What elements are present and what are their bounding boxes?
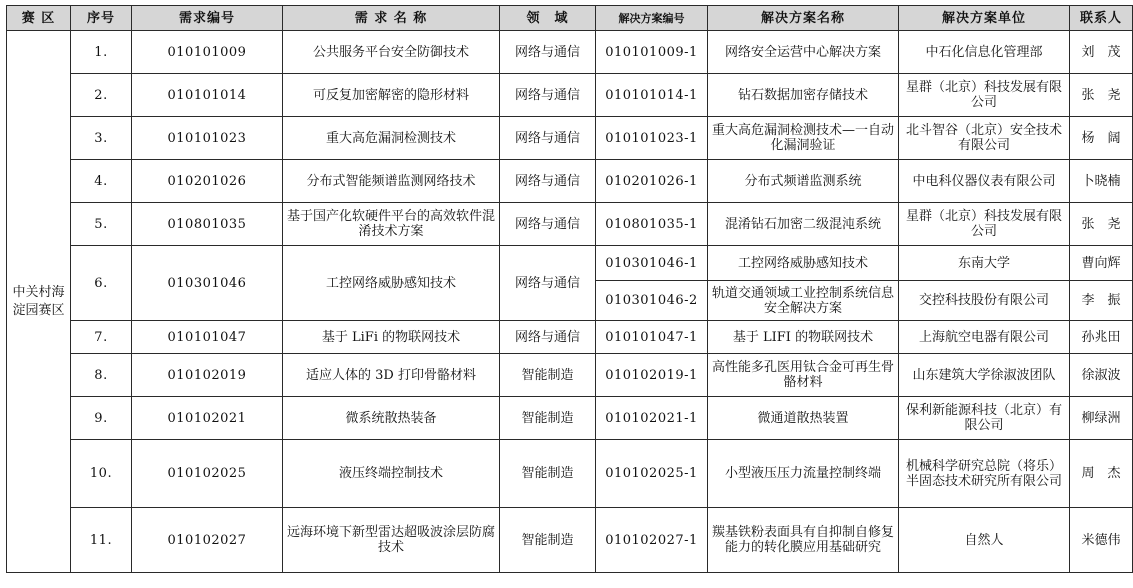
index-cell: 10. <box>71 440 132 508</box>
contact-cell: 张 尧 <box>1070 74 1133 117</box>
contact-cell: 米德伟 <box>1070 508 1133 573</box>
table-row <box>7 203 1133 246</box>
demand-code-cell: 010101047 <box>132 321 283 354</box>
demand-code-cell: 010101014 <box>132 74 283 117</box>
table-row <box>7 246 1133 281</box>
solution-code-cell: 010801035-1 <box>596 203 708 246</box>
demand-name-cell: 重大高危漏洞检测技术 <box>283 117 500 160</box>
demand-code-cell: 010102025 <box>132 440 283 508</box>
contact-cell: 杨 阔 <box>1070 117 1133 160</box>
solution-name-cell: 钻石数据加密存储技术 <box>708 74 899 117</box>
solution-code-cell: 010301046-1 <box>596 246 708 281</box>
field-cell: 智能制造 <box>500 440 596 508</box>
contact-cell: 柳绿洲 <box>1070 397 1133 440</box>
solution-name-cell: 混淆钻石加密二级混沌系统 <box>708 203 899 246</box>
field-cell: 网络与通信 <box>500 160 596 203</box>
demand-code-cell: 010101009 <box>132 31 283 74</box>
solution-name-cell: 分布式频谱监测系统 <box>708 160 899 203</box>
table-body <box>7 31 1133 573</box>
solution-code-cell: 010101009-1 <box>596 31 708 74</box>
solution-code-cell: 010102019-1 <box>596 354 708 397</box>
solution-org-cell: 保利新能源科技（北京）有限公司 <box>899 397 1070 440</box>
table-row <box>7 397 1133 440</box>
solution-org-cell: 星群（北京）科技发展有限公司 <box>899 203 1070 246</box>
demand-name-cell: 微系统散热装备 <box>283 397 500 440</box>
demand-code-cell: 010801035 <box>132 203 283 246</box>
index-cell: 3. <box>71 117 132 160</box>
solution-org-cell: 中电科仪器仪表有限公司 <box>899 160 1070 203</box>
header-field: 领 域 <box>500 6 596 31</box>
index-cell: 4. <box>71 160 132 203</box>
field-cell: 网络与通信 <box>500 321 596 354</box>
solution-name-cell: 重大高危漏洞检测技术—一自动化漏洞验证 <box>708 117 899 160</box>
table-row <box>7 508 1133 573</box>
solution-code-cell: 010102021-1 <box>596 397 708 440</box>
demand-code-cell: 010201026 <box>132 160 283 203</box>
solution-name-cell: 工控网络威胁感知技术 <box>708 246 899 281</box>
demand-name-cell: 分布式智能频谱监测网络技术 <box>283 160 500 203</box>
contact-cell: 曹向辉 <box>1070 246 1133 281</box>
field-cell: 网络与通信 <box>500 203 596 246</box>
demand-code-cell: 010102021 <box>132 397 283 440</box>
demand-name-cell: 液压终端控制技术 <box>283 440 500 508</box>
contact-cell: 张 尧 <box>1070 203 1133 246</box>
header-contact: 联系人 <box>1070 6 1133 31</box>
field-cell: 智能制造 <box>500 354 596 397</box>
solution-org-cell: 北斗智谷（北京）安全技术有限公司 <box>899 117 1070 160</box>
contact-cell: 刘 茂 <box>1070 31 1133 74</box>
table-row <box>7 160 1133 203</box>
solution-org-cell: 山东建筑大学徐淑波团队 <box>899 354 1070 397</box>
demand-name-cell: 工控网络威胁感知技术 <box>283 246 500 321</box>
solution-org-cell: 东南大学 <box>899 246 1070 281</box>
index-cell: 8. <box>71 354 132 397</box>
table-row <box>7 321 1133 354</box>
header-index: 序号 <box>71 6 132 31</box>
demand-name-cell: 基于 LiFi 的物联网技术 <box>283 321 500 354</box>
index-cell: 11. <box>71 508 132 573</box>
field-cell: 网络与通信 <box>500 246 596 321</box>
header-demand-code: 需求编号 <box>132 6 283 31</box>
contact-cell: 李 振 <box>1070 281 1133 321</box>
header-solution-code: 解决方案编号 <box>596 6 708 31</box>
index-cell: 7. <box>71 321 132 354</box>
contact-cell: 卜晓楠 <box>1070 160 1133 203</box>
table-row <box>7 117 1133 160</box>
field-cell: 网络与通信 <box>500 74 596 117</box>
field-cell: 智能制造 <box>500 508 596 573</box>
demand-name-cell: 公共服务平台安全防御技术 <box>283 31 500 74</box>
solution-org-cell: 星群（北京）科技发展有限公司 <box>899 74 1070 117</box>
solution-code-cell: 010101047-1 <box>596 321 708 354</box>
solution-name-cell: 微通道散热装置 <box>708 397 899 440</box>
field-cell: 智能制造 <box>500 397 596 440</box>
solution-name-cell: 网络安全运营中心解决方案 <box>708 31 899 74</box>
demand-code-cell: 010102019 <box>132 354 283 397</box>
index-cell: 9. <box>71 397 132 440</box>
demand-name-cell: 可反复加密解密的隐形材料 <box>283 74 500 117</box>
index-cell: 2. <box>71 74 132 117</box>
solution-name-cell: 羰基铁粉表面具有自抑制自修复能力的转化膜应用基础研究 <box>708 508 899 573</box>
solution-name-cell: 小型液压压力流量控制终端 <box>708 440 899 508</box>
table-row <box>7 354 1133 397</box>
solution-org-cell: 交控科技股份有限公司 <box>899 281 1070 321</box>
header-region: 赛 区 <box>7 6 71 31</box>
index-cell: 6. <box>71 246 132 321</box>
field-cell: 网络与通信 <box>500 117 596 160</box>
solution-name-cell: 高性能多孔医用钛合金可再生骨骼材料 <box>708 354 899 397</box>
demand-name-cell: 远海环境下新型雷达超吸波涂层防腐技术 <box>283 508 500 573</box>
solution-name-cell: 轨道交通领域工业控制系统信息安全解决方案 <box>708 281 899 321</box>
solution-code-cell: 010101014-1 <box>596 74 708 117</box>
solution-org-cell: 上海航空电器有限公司 <box>899 321 1070 354</box>
demand-code-cell: 010101023 <box>132 117 283 160</box>
header-solution-name: 解决方案名称 <box>708 6 899 31</box>
table-row <box>7 74 1133 117</box>
solution-org-cell: 自然人 <box>899 508 1070 573</box>
index-cell: 1. <box>71 31 132 74</box>
solution-code-cell: 010101023-1 <box>596 117 708 160</box>
demand-code-cell: 010301046 <box>132 246 283 321</box>
header-solution-org: 解决方案单位 <box>899 6 1070 31</box>
demand-code-cell: 010102027 <box>132 508 283 573</box>
solution-code-cell: 010201026-1 <box>596 160 708 203</box>
contact-cell: 孙兆田 <box>1070 321 1133 354</box>
demand-name-cell: 适应人体的 3D 打印骨骼材料 <box>283 354 500 397</box>
header-demand-name: 需 求 名 称 <box>283 6 500 31</box>
demand-solution-table <box>6 5 1133 573</box>
table-row <box>7 440 1133 508</box>
table-row <box>7 31 1133 74</box>
solution-name-cell: 基于 LIFI 的物联网技术 <box>708 321 899 354</box>
contact-cell: 周 杰 <box>1070 440 1133 508</box>
solution-code-cell: 010102025-1 <box>596 440 708 508</box>
solution-org-cell: 中石化信息化管理部 <box>899 31 1070 74</box>
index-cell: 5. <box>71 203 132 246</box>
document-page <box>6 5 1122 573</box>
region-cell: 中关村海淀园赛区 <box>7 31 71 573</box>
demand-name-cell: 基于国产化软硬件平台的高效软件混淆技术方案 <box>283 203 500 246</box>
solution-org-cell: 机械科学研究总院（将乐）半固态技术研究所有限公司 <box>899 440 1070 508</box>
header-row <box>7 6 1133 31</box>
solution-code-cell: 010102027-1 <box>596 508 708 573</box>
contact-cell: 徐淑波 <box>1070 354 1133 397</box>
field-cell: 网络与通信 <box>500 31 596 74</box>
solution-code-cell: 010301046-2 <box>596 281 708 321</box>
